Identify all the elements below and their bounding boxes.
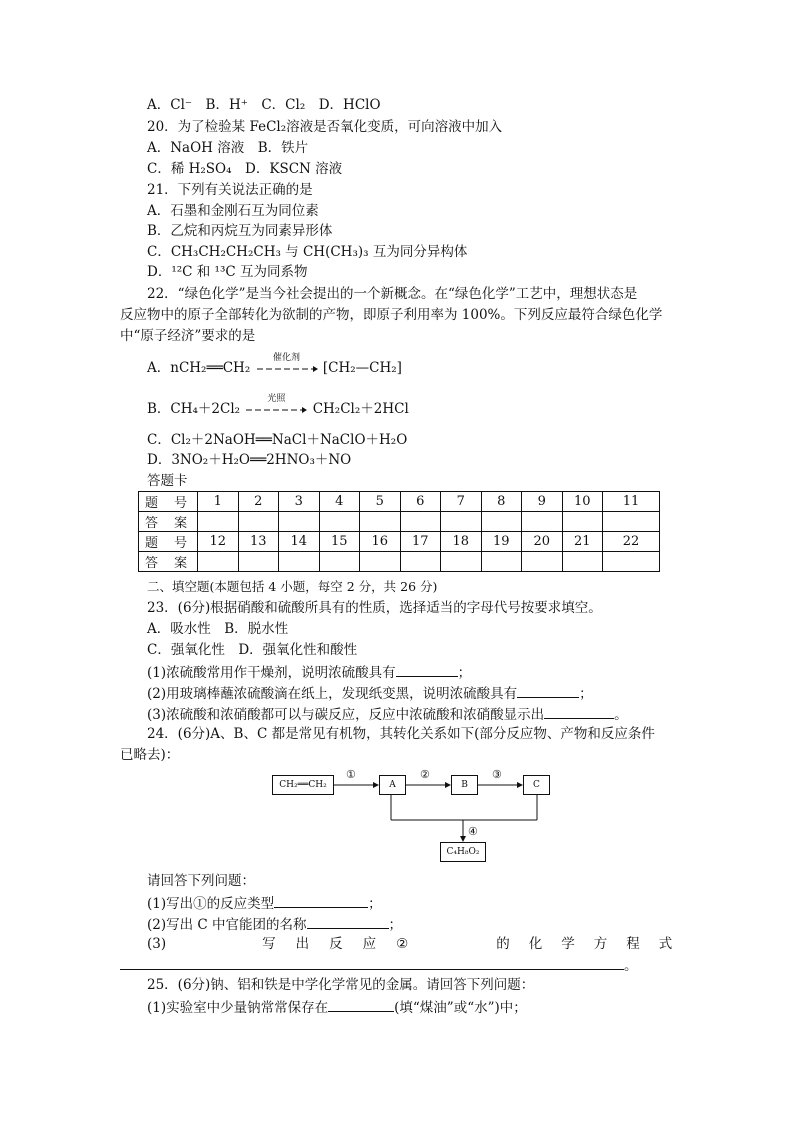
reaction-arrow (255, 352, 319, 377)
answer-cell[interactable] (481, 552, 522, 572)
answer-cell[interactable] (198, 512, 239, 532)
answer-cell[interactable] (319, 552, 360, 572)
q24-prompt: 请回答下列问题： (147, 873, 255, 889)
answer-blank[interactable] (517, 683, 579, 698)
q21-option-c: C．CH₃CH₂CH₂CH₃ 与 CH(CH₃)₃ 互为同分异构体 (147, 244, 468, 260)
answer-cell[interactable] (360, 552, 401, 572)
question-number: 1 (198, 492, 239, 512)
q22-b-reactant: B．CH₄＋2Cl₂ (147, 401, 241, 417)
question-number: 8 (481, 492, 522, 512)
q25-part1: (1)实验室中少量钠常常保存在 (填“煤油”或“水”)中； (147, 997, 527, 1017)
answer-cell[interactable] (238, 512, 279, 532)
q21-option-d: D．¹²C 和 ¹³C 互为同系物 (147, 264, 308, 280)
node-b: B (451, 775, 478, 795)
arrow-icon (244, 406, 308, 414)
arrow-icon (255, 365, 319, 373)
question-number: 12 (198, 532, 239, 552)
q21-stem: 21．下列有关说法正确的是 (147, 182, 313, 198)
question-number: 4 (319, 492, 360, 512)
q24-part3-line2: 。 (120, 955, 638, 975)
question-number: 6 (400, 492, 441, 512)
answer-cell[interactable] (562, 552, 603, 572)
question-number: 21 (562, 532, 603, 552)
step-label: ③ (492, 768, 502, 781)
row-label: 题 号 (139, 532, 198, 552)
q22-option-c: C．Cl₂＋2NaOH══NaCl＋NaClO＋H₂O (147, 432, 408, 448)
step-label: ① (346, 768, 356, 781)
table-row (139, 492, 660, 512)
answer-cell[interactable] (481, 512, 522, 532)
answer-cell[interactable] (319, 512, 360, 532)
q23-options-cd: C．强氧化性 D．强氧化性和酸性 (147, 642, 358, 658)
answer-cell[interactable] (603, 552, 660, 572)
question-number: 2 (238, 492, 279, 512)
question-number: 15 (319, 532, 360, 552)
question-number: 3 (279, 492, 320, 512)
q22-stem-line1: 22．“绿色化学”是当今社会提出的一个新概念。在“绿色化学”工艺中，理想状态是 (147, 286, 638, 302)
question-number: 5 (360, 492, 401, 512)
row-label: 题 号 (139, 492, 198, 512)
question-number: 13 (238, 532, 279, 552)
node-c: C (523, 775, 550, 795)
answer-cell[interactable] (522, 512, 563, 532)
q23-part1: (1)浓硫酸常用作干燥剂，说明浓硫酸具有 ； (147, 662, 471, 682)
q25-stem: 25．(6分)钠、铝和铁是中学化学常见的金属。请回答下列问题： (147, 977, 535, 993)
q24-part2: (2)写出 C 中官能团的名称 ； (147, 914, 402, 934)
q22-a-reactant: A．nCH₂══CH₂ (147, 360, 251, 376)
question-number: 18 (441, 532, 482, 552)
q20-options-cd: C．稀 H₂SO₄ D．KSCN 溶液 (147, 161, 343, 177)
q24-stem-line2: 已略去)： (120, 747, 180, 763)
question-number: 10 (562, 492, 603, 512)
question-number: 19 (481, 532, 522, 552)
q23-options-ab: A．吸水性 B．脱水性 (147, 621, 289, 637)
q24-part3: (3) 写 出 反 应 ② 的 化 学 方 程 式 (147, 936, 673, 952)
step-label: ④ (468, 825, 478, 838)
answer-blank[interactable] (544, 704, 614, 719)
q21-option-b: B．乙烷和丙烷互为同素异形体 (147, 223, 333, 239)
table-row (139, 552, 660, 572)
q20-options-ab: A．NaOH 溶液 B．铁片 (147, 140, 309, 156)
answer-cell[interactable] (441, 552, 482, 572)
question-number: 17 (400, 532, 441, 552)
q23-stem: 23．(6分)根据硝酸和硫酸所具有的性质，选择适当的字母代号按要求填空。 (147, 600, 602, 616)
row-label: 答 案 (139, 512, 198, 532)
table-row (139, 512, 660, 532)
q22-option-a (147, 352, 402, 377)
reaction-arrow (244, 393, 308, 418)
q22-b-condition: 光照 (267, 393, 286, 404)
answer-blank[interactable] (307, 914, 389, 929)
q22-stem-line2: 反应物中的原子全部转化为欲制的产物，即原子利用率为 100%。下列反应最符合绿色化学 (120, 307, 663, 323)
node-a: A (379, 775, 406, 795)
question-number: 14 (279, 532, 320, 552)
question-number: 16 (360, 532, 401, 552)
row-label: 答 案 (139, 552, 198, 572)
question-number: 7 (441, 492, 482, 512)
q20-stem: 20．为了检验某 FeCl₂溶液是否氧化变质，可向溶液中加入 (147, 119, 503, 135)
q19-options: A．Cl⁻ B．H⁺ C．Cl₂ D．HClO (147, 97, 381, 113)
question-number: 20 (522, 532, 563, 552)
answer-blank[interactable] (328, 997, 394, 1012)
q23-part3: (3)浓硫酸和浓硝酸都可以与碳反应，反应中浓硫酸和浓硝酸显示出 。 (147, 704, 628, 724)
q21-option-a: A．石墨和金刚石互为同位素 (147, 203, 319, 219)
question-number: 11 (603, 492, 660, 512)
node-product: C₄H₈O₂ (440, 842, 486, 862)
section-title: 二、填空题(本题包括 4 小题，每空 2 分，共 26 分) (147, 579, 438, 594)
question-number: 9 (522, 492, 563, 512)
q24-stem-line1: 24．(6分)A、B、C 都是常见有机物，其转化关系如下(部分反应物、产物和反应条件 (147, 726, 655, 742)
answer-cell[interactable] (279, 512, 320, 532)
q23-part2: (2)用玻璃棒蘸浓硫酸滴在纸上，发现纸变黑，说明浓硫酸具有 ； (147, 683, 593, 703)
q22-a-product: [CH₂—CH₂] (322, 360, 402, 376)
step-label: ② (420, 768, 430, 781)
table-row (139, 532, 660, 552)
answer-cell[interactable] (441, 512, 482, 532)
answer-cell[interactable] (603, 512, 660, 532)
answer-card-title: 答题卡 (147, 473, 188, 489)
answer-card-table (138, 491, 660, 572)
answer-blank[interactable] (396, 662, 458, 677)
answer-cell[interactable] (198, 552, 239, 572)
answer-cell[interactable] (400, 552, 441, 572)
q22-option-d: D．3NO₂＋H₂O══2HNO₃＋NO (147, 452, 352, 468)
q22-option-b (147, 393, 409, 418)
node-ethylene: CH₂══CH₂ (272, 775, 334, 795)
answer-cell[interactable] (360, 512, 401, 532)
answer-cell[interactable] (522, 552, 563, 572)
answer-cell[interactable] (562, 512, 603, 532)
question-number: 22 (603, 532, 660, 552)
answer-blank[interactable] (274, 893, 368, 908)
answer-cell[interactable] (238, 552, 279, 572)
answer-cell[interactable] (279, 552, 320, 572)
q22-a-condition: 催化剂 (273, 352, 301, 363)
answer-cell[interactable] (400, 512, 441, 532)
answer-blank[interactable] (120, 955, 624, 970)
q24-part1: (1)写出①的反应类型 ； (147, 893, 382, 913)
q22-b-product: CH₂Cl₂＋2HCl (312, 401, 409, 417)
q22-stem-line3: 中“原子经济”要求的是 (120, 328, 256, 344)
